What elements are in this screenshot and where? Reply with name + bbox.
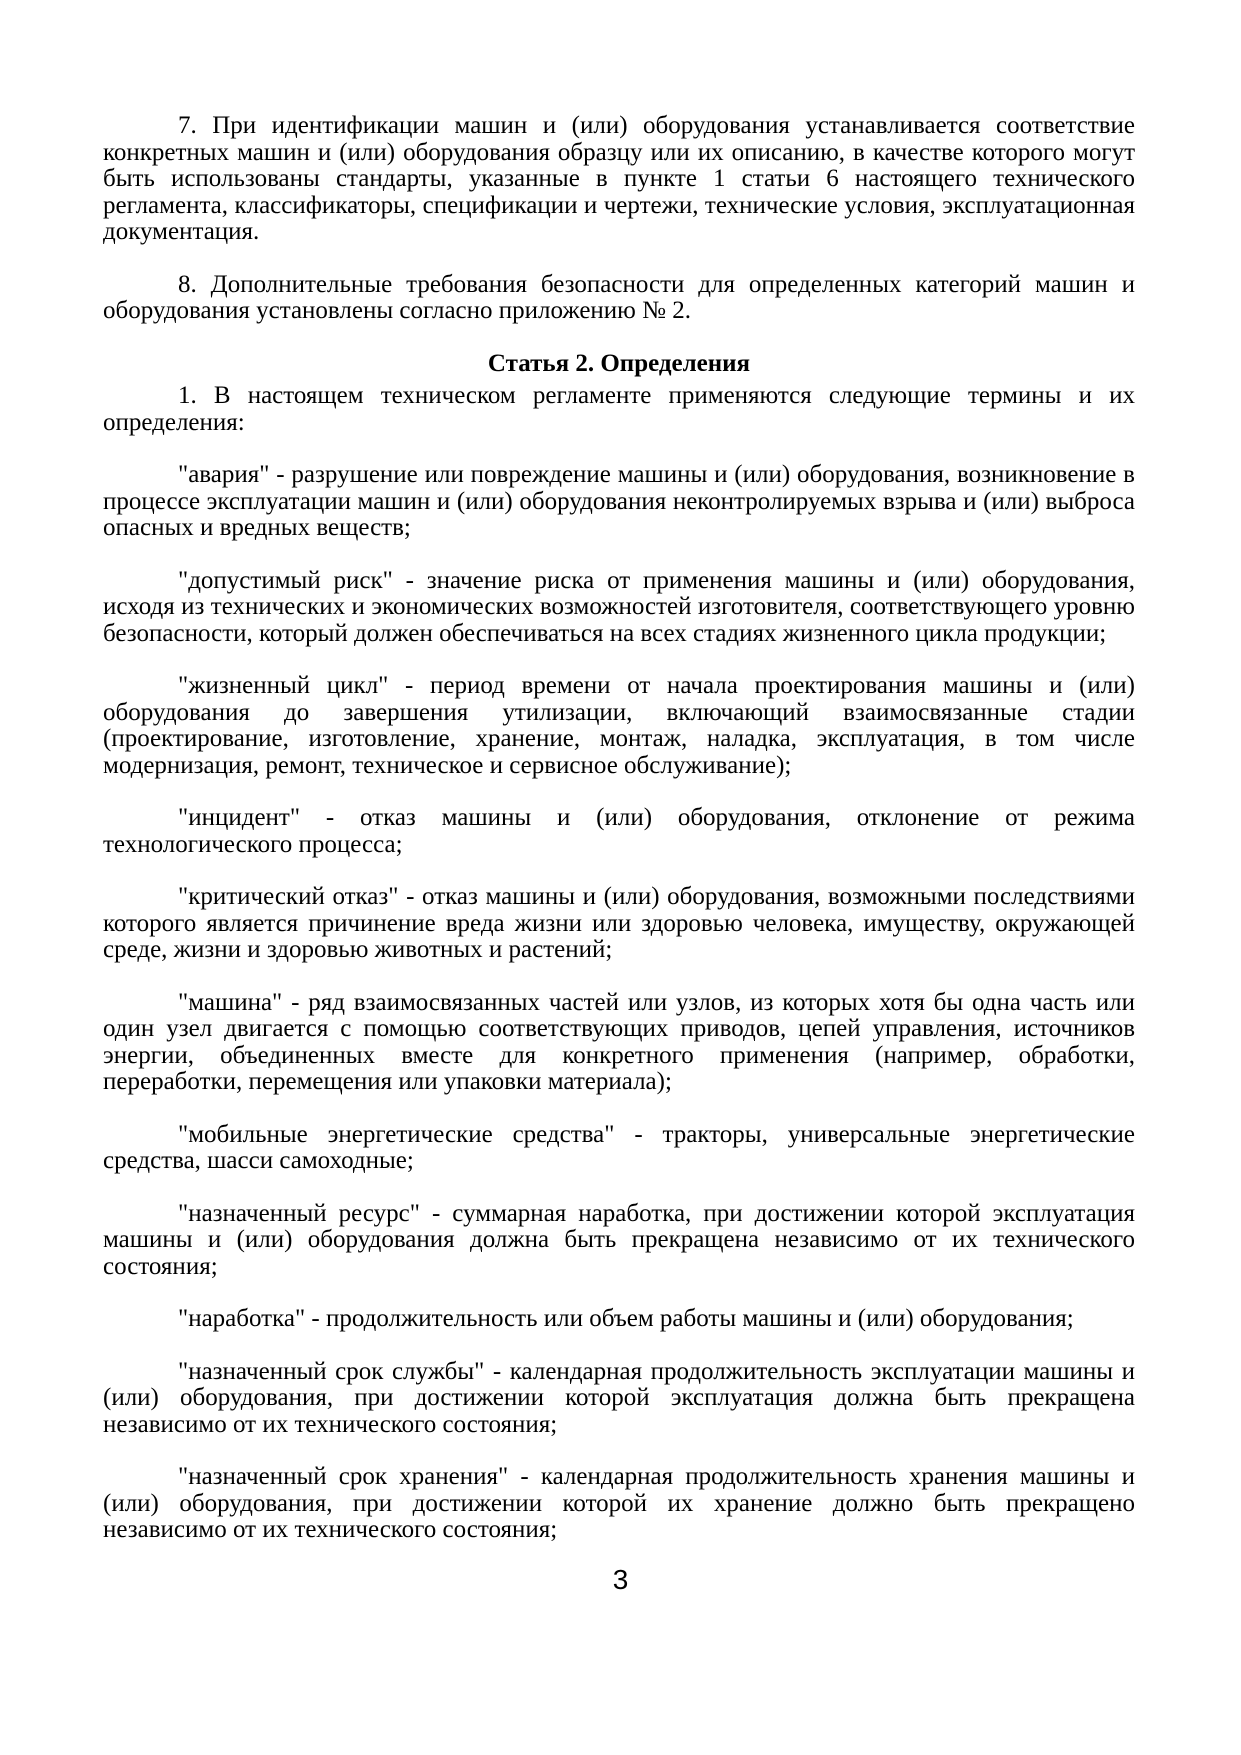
definition-avariya: "авария" - разрушение или повреждение машины и (или) оборудования, возникновение в процессе эксплуатации машин и (или) оборудования неконтролируемых взрыва и (или) выброса опасных и вредных веществ; bbox=[103, 461, 1135, 541]
definition-narabotka: "наработка" - продолжительность или объем работы машины и (или) оборудования; bbox=[178, 1305, 1074, 1332]
paragraph-item-7: 7. При идентификации машин и (или) оборудования устанавливается соответствие конкретных машин и (или) оборудования образцу или их описанию, в качестве которого могут быть использованы стандарты, указанные в пункте 1 статьи 6 настоящего технического регламента, классификаторы, спецификации и чертежи, технические условия, эксплуатационная документация. bbox=[103, 112, 1135, 245]
definitions-lead-paragraph: 1. В настоящем техническом регламенте применяются следующие термины и их определения: bbox=[103, 382, 1135, 436]
definition-dopustimyy-risk: "допустимый риск" - значение риска от применения машины и (или) оборудования, исходя из технических и экономических возможностей изготовителя, соответствующего уровню безопасности, который должен обеспечиваться на всех стадиях жизненного цикла продукции; bbox=[103, 566, 1135, 647]
page-number: 3 bbox=[612, 1564, 629, 1595]
paragraph-item-8: 8. Дополнительные требования безопасности для определенных категорий машин и оборудования установлены согласно приложению № 2. bbox=[103, 270, 1135, 324]
definition-naznachennyy-srok-khraneniya: "назначенный срок хранения" - календарная продолжительность хранения машины и (или) оборудования, при достижении которой их хранение должно быть прекращено независимо от их технического состояния; bbox=[103, 1463, 1135, 1543]
definition-naznachennyy-srok-sluzhby: "назначенный срок службы" - календарная продолжительность эксплуатации машины и (или) оборудования, при достижении которой эксплуатация должна быть прекращена независимо от их технического состояния; bbox=[103, 1357, 1135, 1438]
definition-naznachennyy-resurs: "назначенный ресурс" - суммарная наработка, при достижении которой эксплуатация машины и (или) оборудования должна быть прекращена независимо от их технического состояния; bbox=[103, 1199, 1135, 1280]
definition-intsident: "инцидент" - отказ машины и (или) оборудования, отклонение от режима технологического процесса; bbox=[103, 804, 1135, 858]
article-2-heading: Статья 2. Определения bbox=[487, 349, 751, 377]
definition-zhiznennyy-tsikl: "жизненный цикл" - период времени от начала проектирования машины и (или) оборудования до завершения утилизации, включающий взаимосвязанные стадии (проектирование, изготовление, хранение, монтаж, наладка, эксплуатация, в том числе модернизация, ремонт, техническое и сервисное обслуживание); bbox=[103, 672, 1135, 779]
definition-mashina: "машина" - ряд взаимосвязанных частей или узлов, из которых хотя бы одна часть или один узел двигается с помощью соответствующих приводов, цепей управления, источников энергии, объединенных вместе для конкретного применения (например, обработки, переработки, перемещения или упаковки материала); bbox=[103, 988, 1135, 1095]
definition-mobilnye-energeticheskie-sredstva: "мобильные энергетические средства" - тракторы, универсальные энергетические средства, шасси самоходные; bbox=[103, 1120, 1135, 1174]
definition-kriticheskiy-otkaz: "критический отказ" - отказ машины и (или) оборудования, возможными последствиями которого является причинение вреда жизни или здоровью человека, имуществу, окружающей среде, жизни и здоровью животных и растений; bbox=[103, 883, 1135, 963]
